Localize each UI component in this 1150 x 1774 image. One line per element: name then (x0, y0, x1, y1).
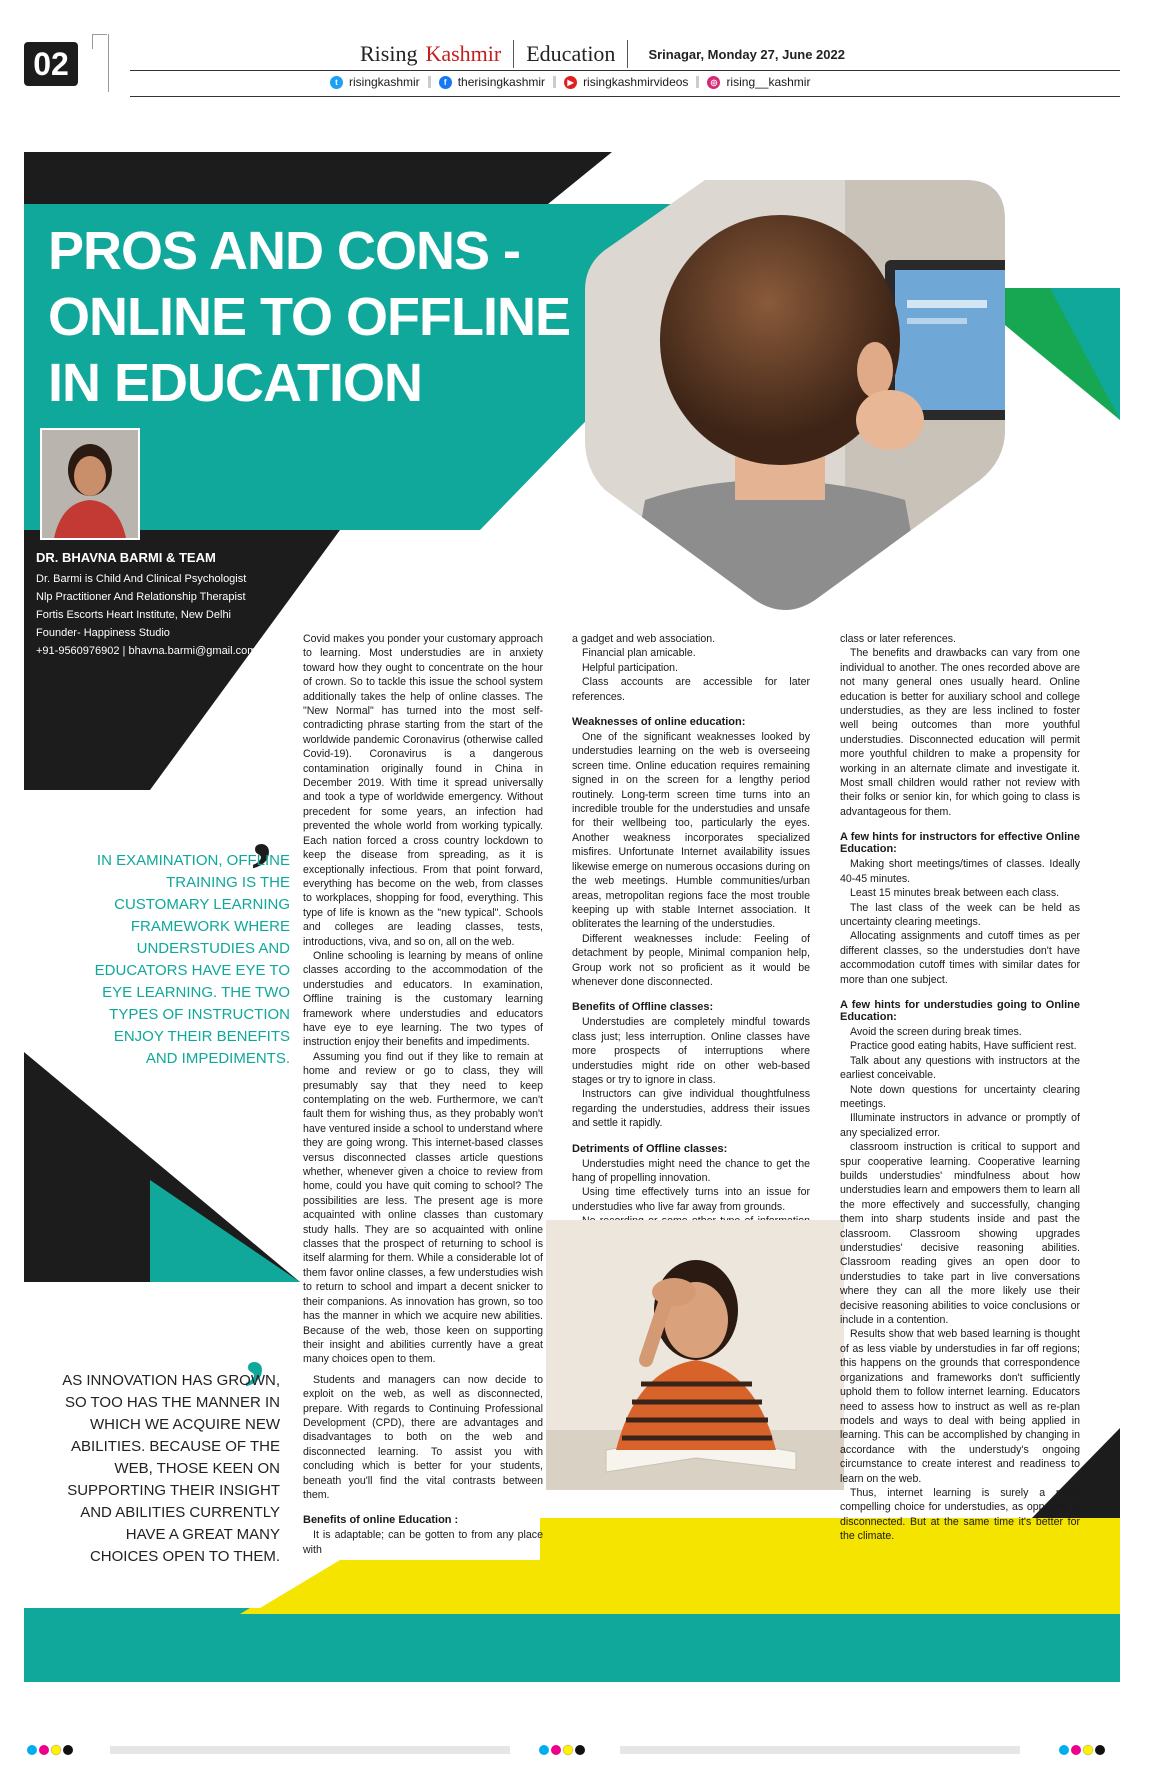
paragraph: Students and managers can now decide to exploit on the web, as well as disconnected, prepare. With regards to Continuing Professional Development (CPD), there are advantages and disadvantages to both on the web and disconnected learning. To assist you with concluding which is better for your students, beneath you'll find the vital contrasts between them. (303, 1373, 543, 1501)
paragraph: a gadget and web association. (572, 633, 716, 645)
youtube-icon: ▶ (564, 76, 577, 89)
paragraph: Thus, internet learning is surely a more compelling choice for understudies, as opposed to disconnected. But at the same time it's better for the climate. (840, 1486, 1080, 1543)
section-heading: A few hints for instructors for effective Online Education: (840, 831, 1080, 856)
list-item: Class accounts are accessible for later references. (572, 676, 810, 703)
article-column-1 (303, 632, 543, 1557)
paragraph: The benefits and drawbacks can vary from one individual to another. The ones recorded above are not many general ones usually heard. Online education is better for auxiliary school and college understudies, as they are less inclined to foster well being outcomes than more youthful understudies. Disconnected education will permit more youthful children to make a propensity for working in an alternate climate and investigate it. Most small children would rather not review with their folks or senior kin, for which going to class is advantageous for them. (840, 647, 1080, 818)
social-handle-facebook[interactable]: therisingkashmir (457, 75, 546, 89)
author-name: DR. BHAVNA BARMI & TEAM (36, 550, 216, 565)
section-heading: Weaknesses of online education: (572, 716, 746, 729)
author-bio (36, 570, 276, 660)
yellow-bottom-strip (240, 1608, 1120, 1614)
paragraph: Assuming you find out if they like to remain at home and review or go to class, they will presumably say that they need to keep contemplating on the web. Furthermore, we can't fault them for wishing thus, as they probably won't have ventured inside a school to understand where they are going wrong. This internet-based classes versus disconnected classes article questions whether, whenever given a choice to review from home, could you have quit coming to school? The possibilities are less. The present age is more acquainted with online classes than customary study halls. They are so acquainted with online classes that the prospect of returning to school is itself alarming for them. While a considerable lot of them favor online classes, a few understudies wish to return to school and impart a decent snicker to their companions. As innovation has grown, so too has the manner in which we acquire new abilities. Because of the web, those keen on supporting their insight and abilities currently have a great many choices open to them. (303, 1050, 543, 1366)
headline-line-1: PROS AND CONS - (48, 221, 521, 281)
list-item: The last class of the week can be held as uncertainty clearing meetings. (840, 901, 1080, 928)
headline (48, 218, 608, 416)
hero-photo (585, 170, 1005, 610)
instagram-icon: ◎ (707, 76, 720, 89)
pull-quote-2: AS INNOVATION HAS GROWN, SO TOO HAS THE MANNER IN WHICH WE ACQUIRE NEW ABILITIES. BECAUSE OF THE WEB, THOSE KEEN ON SUPPORTING THEIR INSIGHT AND ABILITIES CURRENTLY HAVE A GREAT MANY CHOICES OPEN TO THEM. (62, 1372, 280, 1565)
list-item: Illuminate instructors in advance or promptly of any specialized error. (840, 1112, 1080, 1139)
paragraph: Online schooling is learning by means of online classes according to the accommodation of the understudies and educators. In examination, Offline training is the customary learning framework where understudies and educators have eye to eye learning. The two types of instruction enjoy their benefits and impediments. (303, 949, 543, 1049)
author-bio-line: Fortis Escorts Heart Institute, New Delhi (36, 609, 232, 621)
author-bio-line: Dr. Barmi is Child And Clinical Psychologist (36, 573, 247, 585)
social-handle-twitter[interactable]: risingkashmir (349, 75, 420, 89)
paragraph: classroom instruction is critical to support and spur cooperative learning. Cooperative learning builds understudies' mindfulness about how understudies learn and empowers them to learn all the more effectively and successfully, changing them into sharp students inside and past the classroom. Classroom showing upgrades understudies' decisive reasoning abilities. Classroom reading gives an open door to understudies to take part in live conversations where they can all the more likely use their decisive reasoning abilities to voice conclusions or include in a contention. (840, 1141, 1080, 1327)
student-photo (546, 1220, 844, 1490)
brand-name-second: Kashmir (425, 41, 502, 66)
dark-author-panel (24, 530, 340, 790)
social-handle-youtube[interactable]: risingkashmirvideos (583, 75, 689, 89)
list-item: Allocating assignments and cutoff times as per different classes, so the understudies don't have accommodation cutoff times with similar dates for more than one subject. (840, 930, 1080, 986)
print-registration-bar (0, 1738, 1150, 1762)
paragraph: One of the significant weaknesses looked by understudies learning on the web is overseeing screen time. Online education requires remaining signed in on the screen for a lengthy period routinely. Long-term screen time turns into an incredible trouble for the understudies and unsafe for their wellbeing too, particularly the eyes. Another weakness incorporates specialized misfires. Unfortunate Internet availability issues likewise emerge on numerous occasions during on the web meetings. Humble communities/urban areas, metropolitan regions face the most trouble keeping up with stable Internet association. It obliterates the learning of the understudies. (572, 731, 810, 931)
section-heading: Benefits of Offline classes: (572, 1001, 714, 1014)
paragraph: Results show that web based learning is thought of as less viable by understudies in far off regions; this happens on the grounds that correspondence organizations and frameworks don't sufficiently uphold them to follow internet learning. Educators need to assess how to instruct as well as re-plan models and ways to deal with being applied in learning. This can be accomplished by changing in accordance with the understudy's ongoing circumstance to create interest and readiness to learn on the web. (840, 1328, 1080, 1485)
author-bio-line: Nlp Practitioner And Relationship Therapist (36, 591, 246, 603)
list-item: Least 15 minutes break between each class. (850, 887, 1060, 900)
page-number: 02 (24, 42, 78, 86)
paragraph: Understudies are completely mindful towards class just; less interruption. Online classes have more prospects of interruptions where understudies might ride on other web-based stages or try to ignore in class. (572, 1016, 810, 1086)
section-heading: Detriments of Offline classes: (572, 1142, 728, 1155)
teal-bottom-band (24, 1608, 1120, 1682)
paragraph: It is adaptable; can be gotten to from any place with (303, 1529, 543, 1556)
quote-mark-icon: , (245, 1304, 265, 1392)
dark-top-band (24, 152, 612, 204)
color-dots-center (539, 1745, 585, 1755)
section-heading: A few hints for understudies going to Online Education: (840, 998, 1080, 1023)
list-item: Financial plan amicable. (582, 647, 696, 660)
paragraph: Understudies might need the chance to get the hang of propelling innovation. (572, 1157, 810, 1184)
paragraph: Instructors can give individual thoughtfulness regarding the understudies, address their issues and settle it rapidly. (572, 1088, 810, 1130)
paragraph: Covid makes you ponder your customary approach to learning. Most understudies are in anxiety toward how they ought to concentrate on the hour of crown. So to tackle this issue the school system additionally takes the help of online classes. The "New Normal" has turned into the most self-contradicting phrase starting from the start of the worldwide pandemic Coronavirus (otherwise called Covid-19). Coronavirus is a dangerous contamination originally found in China in December 2019. With time it spread universally and took a type of worldwide emergency. Without precedent for some years, an infection had prevented the whole world from working typically. Each nation forced a cross country lockdown to keep the disease from spreading, as it is exceptionally infectious. From that point forward, everything has become on the web, from classes to workplaces, shopping for food, everything. This type of life is known as the "new typical". Schools and colleges are leading classes, tests, introductions, viva, and so on, all on the web. (303, 633, 543, 948)
headline-line-3: IN EDUCATION (48, 353, 422, 413)
list-item: Helpful participation. (582, 661, 678, 674)
list-item: Note down questions for uncertainty clearing meetings. (840, 1083, 1080, 1110)
pull-quote-1: IN EXAMINATION, OFFLINE TRAINING IS THE CUSTOMARY LEARNING FRAMEWORK WHERE UNDERSTUDIES AND EDUCATORS HAVE EYE TO EYE LEARNING. THE TWO TYPES OF INSTRUCTION ENJOY THEIR BENEFITS AND IMPEDIMENTS. (94, 852, 290, 1067)
twitter-icon: t (330, 76, 343, 89)
author-contact: +91-9560976902 | bhavna.barmi@gmail.com (36, 645, 257, 657)
author-photo (40, 428, 140, 540)
facebook-icon: f (439, 76, 452, 89)
list-item: Practice good eating habits, Have sufficient rest. (850, 1040, 1077, 1053)
social-handle-instagram[interactable]: rising__kashmir (726, 75, 811, 89)
color-dots-left (27, 1745, 73, 1755)
list-item: Making short meetings/times of classes. Ideally 40-45 minutes. (840, 858, 1080, 885)
paragraph: class or later references. (840, 633, 956, 645)
list-item: Talk about any questions with instructors at the earliest conceivable. (840, 1054, 1080, 1082)
brand-name-first: Rising (360, 41, 418, 66)
dateline: Srinagar, Monday 27, June 2022 (648, 46, 845, 62)
section-name: Education (526, 41, 616, 66)
color-dots-right (1059, 1745, 1105, 1755)
author-bio-line: Founder- Happiness Studio (36, 627, 170, 639)
section-heading: Benefits of online Education : (303, 1514, 459, 1527)
paragraph: Different weaknesses include: Feeling of detachment by people, Minimal companion help, Group work not so proficient as it would be whenever done disconnected. (572, 932, 810, 988)
paragraph: Using time effectively turns into an issue for understudies who live far away from grounds. (572, 1186, 810, 1213)
list-item: Avoid the screen during break times. (850, 1025, 1022, 1038)
quote-mark-icon: , (252, 786, 272, 874)
article-column-2 (572, 632, 810, 1257)
headline-line-2: ONLINE TO OFFLINE (48, 287, 570, 347)
article-column-3 (840, 632, 1080, 1544)
